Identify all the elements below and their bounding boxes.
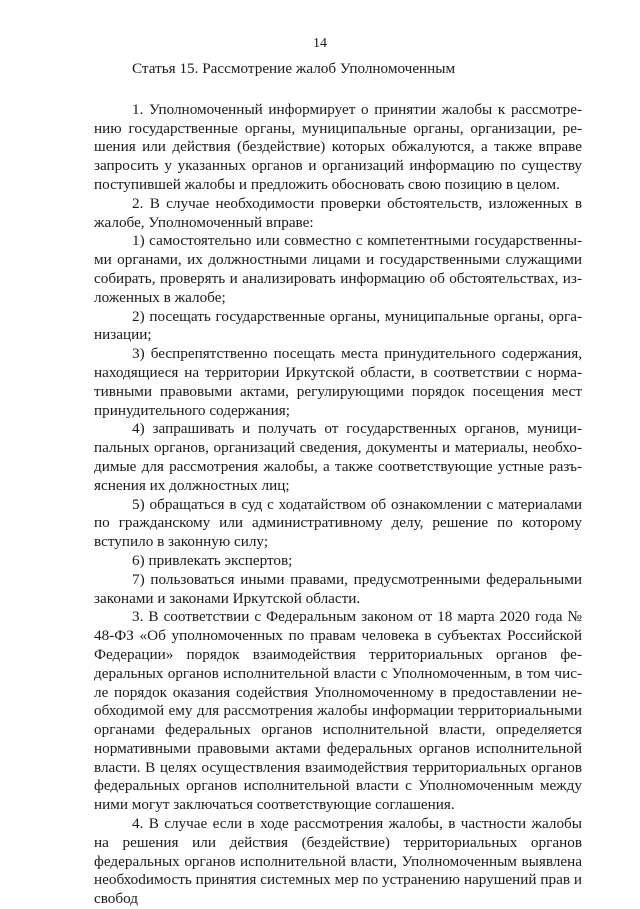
paragraph-2: 2. В случае необходимости проверки обстоятельств, изложенных в жалобе, Уполномоченный вправе: <box>94 194 582 231</box>
paragraph-2-item-7: 7) пользоваться иными правами, предусмотренными федеральными законами и законами Иркутской области. <box>94 570 582 607</box>
paragraph-1: 1. Уполномоченный информирует о принятии жалобы к рассмотрению государственные органы, муниципальные органы, организации, решения или действия (бездействие) которых обжалуются, а также вправе запросить у указанных органов и организаций информацию по существу поступившей жалобы и предложить обосновать свою позицию в целом. <box>94 100 582 193</box>
paragraph-2-item-4: 4) запрашивать и получать от государственных органов, муниципальных органов, организаций сведения, документы и материалы, необходимые для рассмотрения жалобы, а также соответствующие устные разъяснения их должностных лиц; <box>94 420 582 494</box>
page-number: 14 <box>313 36 327 51</box>
paragraph-3: 3. В соответствии с Федеральным законом от 18 марта 2020 года № 48-ФЗ «Об уполномоченных по правам человека в субъектах Российской Федерации» порядок взаимодействия территориальных органов федеральных органов исполнительной власти с Уполномоченным, в том числе порядок оказания содействия Уполномоченному в предоставлении необходимой ему для рассмотрения жалобы информации территориальными органами федеральных органов исполнительной власти, определяется нормативными правовыми актами федеральных органов исполнительной власти. В целях осуществления взаимодействия территориальных органов федеральных органов исполнительной власти с Уполномоченным между ними могут заключаться соответствующие соглашения. <box>94 608 582 814</box>
paragraph-4: 4. В случае если в ходе рассмотрения жалобы, в частности жалобы на решения или действия (бездействие) территориальных органов федеральных органов исполнительной власти, Уполномоченным выявлена необхоdимость принятия системных мер по устранению нарушений прав и свобод <box>94 815 582 908</box>
paragraph-2-item-6: 6) привлекать экспертов; <box>132 551 293 569</box>
paragraph-2-item-1: 1) самостоятельно или совместно с компетентными государственными органами, их должностными лицами и государственными служащими собирать, проверять и анализировать информацию об обстоятельствах, изложенных в жалобе; <box>94 232 582 306</box>
paragraph-2-item-3: 3) беспрепятственно посещать места принудительного содержания, находящиеся на территории Иркутской области, в соответствии с нормативными правовыми актами, регулирующими порядок посещения мест принудительного содержания; <box>94 345 582 419</box>
article-heading: Статья 15. Рассмотрение жалоб Уполномоченным <box>132 60 456 77</box>
paragraph-2-item-5: 5) обращаться в суд с ходатайством об ознакомлении с материалами по гражданскому или административному делу, решение по которому вступило в законную силу; <box>94 495 582 551</box>
article-body <box>94 60 582 909</box>
paragraph-2-item-2: 2) посещать государственные органы, муниципальные органы, организации; <box>94 307 582 344</box>
